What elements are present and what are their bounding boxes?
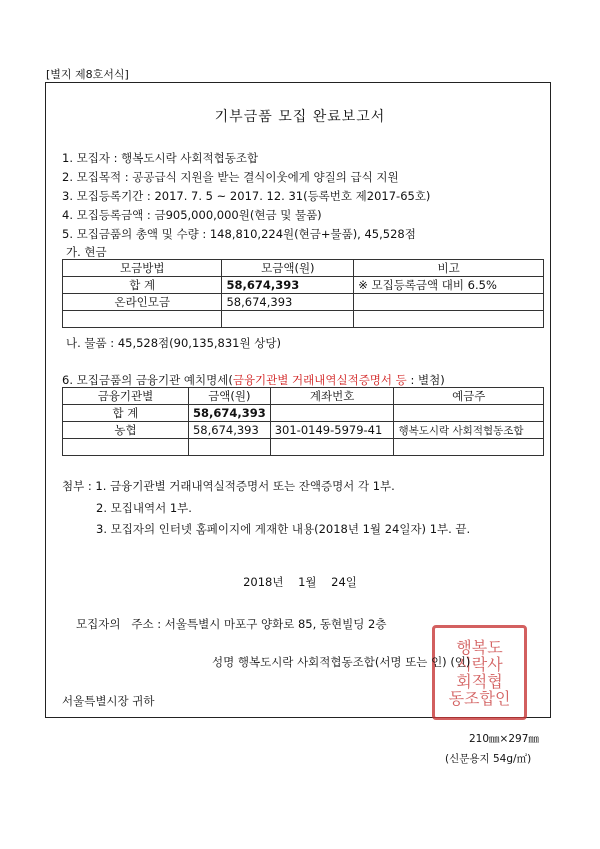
header-cell: 금융기관별 xyxy=(63,388,189,405)
table-cell: 행복도시락 사회적협동조합 xyxy=(394,422,544,439)
table-cell xyxy=(270,439,394,456)
table-cell xyxy=(354,294,544,311)
table-cell xyxy=(270,405,394,422)
report-date: 2018년 1월 24일 xyxy=(243,575,357,589)
recipient-line: 서울특별시장 귀하 xyxy=(62,694,155,708)
collector-address: 모집자의 주소 : 서울특별시 마포구 양화로 85, 동현빌딩 2층 xyxy=(76,617,387,631)
table-row xyxy=(63,405,544,422)
paper-size: 210㎜×297㎜ xyxy=(469,733,539,745)
bank-heading-emphasis: 금융기관별 거래내역실적증명서 등 xyxy=(232,373,407,387)
signature-line: 성명 행복도시락 사회적협동조합(서명 또는 인) (인) xyxy=(212,655,471,669)
header-cell: 비고 xyxy=(354,260,544,277)
organization-seal: 행복도 시락사 회적협 동조합인 xyxy=(432,625,527,720)
table-cell: 온라인모금 xyxy=(63,294,222,311)
paper-type: (신문용지 54g/㎡) xyxy=(445,753,532,765)
table-cell xyxy=(63,311,222,328)
item-total: 5. 모집금품의 총액 및 수량 : 148,810,224원(현금+물품), 45,528점 xyxy=(62,227,416,241)
document-title: 기부금품 모집 완료보고서 xyxy=(214,109,386,125)
table-cell: 농협 xyxy=(63,422,189,439)
table-cell: 58,674,393 xyxy=(222,277,354,294)
table-row xyxy=(63,422,544,439)
table-cell: 합 계 xyxy=(63,277,222,294)
table-cell xyxy=(394,405,544,422)
header-cell: 계좌번호 xyxy=(270,388,394,405)
header-cell: 모금액(원) xyxy=(222,260,354,277)
table-cell: 58,674,393 xyxy=(222,294,354,311)
table-header-row xyxy=(63,260,544,277)
table-row xyxy=(63,277,544,294)
table-cell xyxy=(188,439,270,456)
table-cell: 301-0149-5979-41 xyxy=(270,422,394,439)
table-header-row xyxy=(63,388,544,405)
table-cell xyxy=(354,311,544,328)
table-row xyxy=(63,294,544,311)
table-cell: 58,674,393 xyxy=(188,405,270,422)
goods-line: 나. 물품 : 45,528점(90,135,831원 상당) xyxy=(66,336,281,350)
bank-heading-pre: 6. 모집금품의 금융기관 예치명세( xyxy=(62,373,233,387)
bank-heading xyxy=(62,372,445,388)
item-target-amount: 4. 모집등록금액 : 금905,000,000원(현금 및 물품) xyxy=(62,208,322,222)
header-cell: 모금방법 xyxy=(63,260,222,277)
cash-heading: 가. 현금 xyxy=(66,245,107,259)
table-cell xyxy=(222,311,354,328)
table-cell xyxy=(394,439,544,456)
table-cell: 합 계 xyxy=(63,405,189,422)
item-collector: 1. 모집자 : 행복도시락 사회적협동조합 xyxy=(62,151,259,165)
table-cell xyxy=(63,439,189,456)
table-row xyxy=(63,439,544,456)
header-cell: 예금주 xyxy=(394,388,544,405)
attachment-line-2: 2. 모집내역서 1부. xyxy=(96,501,192,515)
bank-table xyxy=(62,387,544,456)
attachment-line-1: 첨부 : 1. 금융기관별 거래내역실적증명서 또는 잔액증명서 각 1부. xyxy=(62,479,395,493)
cash-table xyxy=(62,259,544,328)
table-cell: 58,674,393 xyxy=(188,422,270,439)
table-cell: ※ 모집등록금액 대비 6.5% xyxy=(354,277,544,294)
attachment-line-3: 3. 모집자의 인터넷 홈페이지에 게재한 내용(2018년 1월 24일자) 1부. 끝. xyxy=(96,522,471,536)
item-period: 3. 모집등록기간 : 2017. 7. 5 ~ 2017. 12. 31(등록번호 제2017-65호) xyxy=(62,189,431,203)
bank-heading-post: : 별첨) xyxy=(406,373,445,387)
item-purpose: 2. 모집목적 : 공공급식 지원을 받는 결식이웃에게 양질의 급식 지원 xyxy=(62,170,399,184)
header-cell: 금액(원) xyxy=(188,388,270,405)
table-row xyxy=(63,311,544,328)
form-label: [별지 제8호서식] xyxy=(46,68,129,81)
